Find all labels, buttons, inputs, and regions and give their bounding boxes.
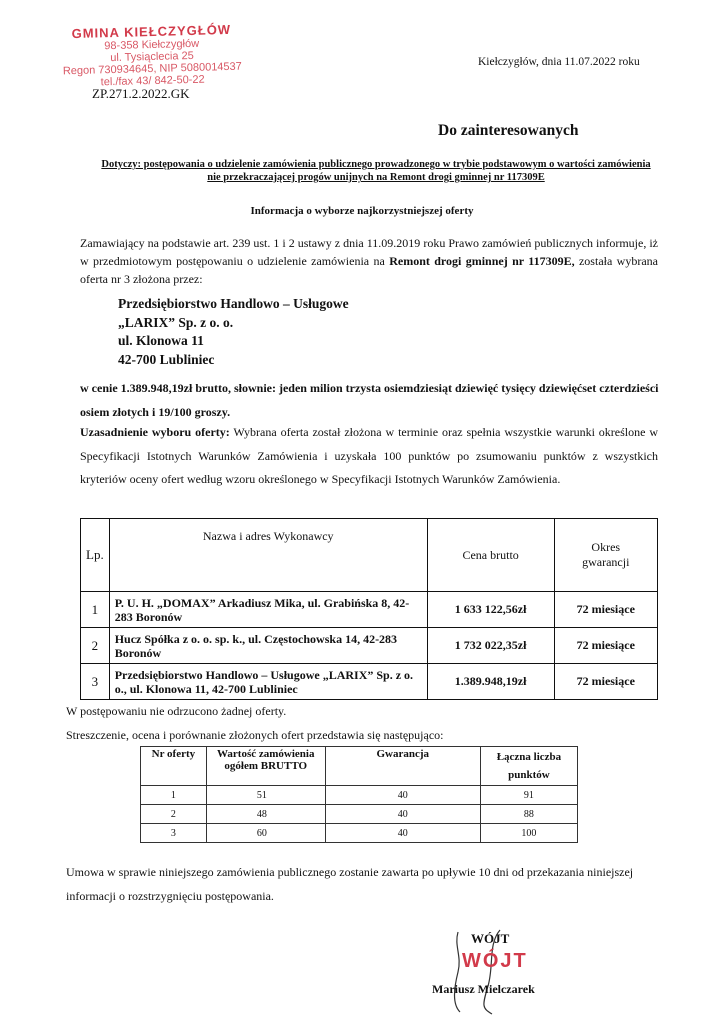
cell-value: 48 xyxy=(206,805,325,824)
scores-table xyxy=(140,746,578,843)
cell-warranty: 40 xyxy=(325,786,480,805)
contractor-line: Przedsiębiorstwo Handlowo – Usługowe xyxy=(118,296,349,311)
header-warranty: Gwarancja xyxy=(325,747,480,786)
table-row xyxy=(81,592,658,628)
signatory-name: Mariusz Mielczarek xyxy=(432,982,535,996)
table-header-row xyxy=(141,747,578,786)
cell-lp: 2 xyxy=(81,628,110,664)
cell-warranty: 72 miesiące xyxy=(554,664,657,700)
table-row xyxy=(141,805,578,824)
cell-name: Przedsiębiorstwo Handlowo – Usługowe „LARIX” Sp. z o. o., ul. Klonowa 11, 42-700 Lubliniec xyxy=(109,664,427,700)
signature-title: WÓJT xyxy=(471,931,510,946)
document-date: Kiełczygłów, dnia 11.07.2022 roku xyxy=(478,56,640,68)
justification-text: Wybrana oferta został złożona w terminie oraz spełnia wszystkie warunki określone w Specyfikacji Istotnych Warunków Zamówienia i uzyskała 100 punktów po zsumowaniu punktów z wszystkich kryteriów oceny ofert według wzoru określonego w Specyfikacji Istotnych Warunków Zamówienia. xyxy=(80,425,659,486)
cell-total: 91 xyxy=(480,786,577,805)
justification-label: Uzasadnienie wyboru oferty: xyxy=(80,425,230,439)
table-header-row xyxy=(81,519,658,592)
cell-name: Hucz Spółka z o. o. sp. k., ul. Częstochowska 14, 42-283 Boronów xyxy=(109,628,427,664)
cell-price: 1 732 022,35zł xyxy=(427,628,554,664)
header-warranty: Okres gwarancji xyxy=(554,519,657,592)
summary-intro: Streszczenie, ocena i porównanie złożonych ofert przedstawia się następująco: xyxy=(66,728,444,742)
intro-bold: Remont drogi gminnej nr 117309E, xyxy=(389,254,575,268)
contractor-line: ul. Klonowa 11 xyxy=(118,333,204,348)
cell-value: 60 xyxy=(206,824,325,843)
header-value: Wartość zamówienia ogółem BRUTTO xyxy=(206,747,325,786)
justification-paragraph xyxy=(80,421,658,492)
cell-total: 88 xyxy=(480,805,577,824)
cell-warranty: 72 miesiące xyxy=(554,592,657,628)
contractor-line: 42-700 Lubliniec xyxy=(118,351,215,367)
municipality-stamp xyxy=(61,22,243,90)
contractor-line: „LARIX” Sp. z o. o. xyxy=(118,314,234,330)
offers-table xyxy=(80,518,658,700)
cell-nr: 2 xyxy=(141,805,207,824)
reference-number: ZP.271.2.2022.GK xyxy=(92,86,190,101)
table-row xyxy=(81,628,658,664)
intro-text-end: została wybrana oferta nr 3 złożona przez: xyxy=(80,254,658,286)
addressee: Do zainteresowanych xyxy=(438,122,579,139)
subject-line: Dotyczy: postępowania o udzielenie zamówienia publicznego prowadzonego w trybie podstawowym o wartości zamówienia nie przekraczającej progów unijnych na Remont drogi gminnej nr 117309E xyxy=(101,159,651,183)
info-title: Informacja o wyborze najkorzystniejszej oferty xyxy=(250,205,474,217)
cell-price: 1.389.948,19zł xyxy=(427,664,554,700)
cell-nr: 1 xyxy=(141,786,207,805)
cell-lp: 3 xyxy=(81,664,110,700)
stamp-line: ul. Tysiąclecia 25 xyxy=(110,49,194,65)
header-name: Nazwa i adres Wykonawcy xyxy=(109,519,427,592)
signature-stamp: WÓJT xyxy=(462,950,528,972)
intro-text: Zamawiający na podstawie art. 239 ust. 1 i 2 ustawy z dnia 11.09.2019 roku Prawo zamówień publicznych informuje, iż w przedmiotowym postępowaniu o udzielenie zamówienia na xyxy=(80,236,658,268)
table-row xyxy=(141,786,578,805)
closing-paragraph: Umowa w sprawie niniejszego zamówienia publicznego zostanie zawarta po upływie 10 dni od przekazania niniejszej informacji o rozstrzygnięciu postępowania. xyxy=(66,865,634,903)
cell-name: P. U. H. „DOMAX” Arkadiusz Mika, ul. Grabińska 8, 42-283 Boronów xyxy=(109,592,427,628)
header-price: Cena brutto xyxy=(427,519,554,592)
stamp-line: Regon 730934645, NIP 5080014537 xyxy=(62,60,242,78)
cell-total: 100 xyxy=(480,824,577,843)
price-statement: w cenie 1.389.948,19zł brutto, słownie: jeden milion trzysta osiemdziesiąt dziewięć tysięcy dziewięćset czterdzieści osiem złotych i 19/100 groszy. xyxy=(80,381,659,419)
cell-price: 1 633 122,56zł xyxy=(427,592,554,628)
stamp-name: GMINA KIEŁCZYGŁÓW xyxy=(71,21,232,42)
selected-contractor xyxy=(118,295,349,369)
header-total: Łączna liczba punktów xyxy=(480,747,577,786)
table-row xyxy=(81,664,658,700)
cell-lp: 1 xyxy=(81,592,110,628)
cell-warranty: 40 xyxy=(325,805,480,824)
intro-paragraph xyxy=(80,234,658,288)
header-lp: Lp. xyxy=(81,519,110,592)
cell-warranty: 40 xyxy=(325,824,480,843)
stamp-line: tel./fax 43/ 842-50-22 xyxy=(100,73,205,89)
header-nr: Nr oferty xyxy=(141,747,207,786)
cell-nr: 3 xyxy=(141,824,207,843)
table-row xyxy=(141,824,578,843)
cell-value: 51 xyxy=(206,786,325,805)
stamp-line: 98-358 Kiełczygłów xyxy=(104,37,200,53)
no-rejections-note: W postępowaniu nie odrzucono żadnej oferty. xyxy=(66,704,287,718)
cell-warranty: 72 miesiące xyxy=(554,628,657,664)
